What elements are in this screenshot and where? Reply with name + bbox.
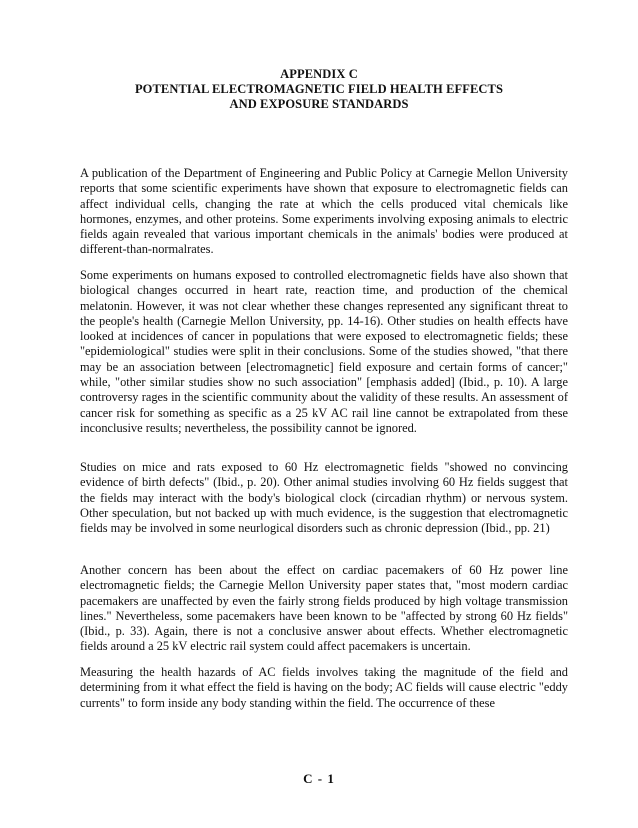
paragraph-4: Another concern has been about the effect on cardiac pacemakers of 60 Hz power line electromagnetic fields; the Carnegie Mellon University paper states that, "most modern cardiac pacemakers are unaffected by even the fairly strong fields produced by high voltage transmission lines." Nevertheless, some pacemakers have been known to be "affected by strong 60 Hz fields" (Ibid., p. 33). Again, there is not a conclusive answer about effects. Whether electromagnetic fields around a 25 kV electric rail system could affect pacemakers is uncertain. — [80, 563, 568, 654]
paragraph-1: A publication of the Department of Engineering and Public Policy at Carnegie Mellon University reports that some scientific experiments have shown that exposure to electromagnetic fields can affect individual cells, changing the rate at which the cells produced vital chemicals like hormones, enzymes, and other proteins. Some experiments involving exposing animals to electric fields again revealed that various important chemicals in the animals' bodies were produced at different-than-normalrates. — [80, 166, 568, 257]
appendix-label: APPENDIX C — [280, 67, 358, 81]
paragraph-3: Studies on mice and rats exposed to 60 Hz electromagnetic fields "showed no convincing evidence of birth defects" (Ibid., p. 20). Other animal studies involving 60 Hz fields suggest that the fields may interact with the body's biological clock (circadian rhythm) or nervous system. Other speculation, but not backed up with much evidence, is the suggestion that electromagnetic fields may be involved in some neurlogical disorders such as chronic depression (Ibid., pp. 21) — [80, 460, 568, 536]
paragraph-5: Measuring the health hazards of AC fields involves taking the magnitude of the field and determining from it what effect the field is having on the body; AC fields will cause electric "eddy currents" to form inside any body standing within the field. The occurrence of these — [80, 665, 568, 710]
paragraph-2: Some experiments on humans exposed to controlled electromagnetic fields have also shown that biological changes occurred in heart rate, reaction time, and production of the chemical melatonin. However, it was not clear whether these changes represented any significant threat to the people's health (Carnegie Mellon University, pp. 14-16). Other studies on health effects have looked at incidences of cancer in populations that were exposed to electromagnetic fields; these "epidemiological" studies were split in their conclusions. Some of the studies showed, "that there may be an association between [electromagnetic] field exposure and certain forms of cancer;" while, "other similar studies show no such association" [emphasis added] (Ibid., p. 10). A large controversy rages in the scientific community about the validity of these results. An assessment of cancer risk for something as specific as a 25 kV AC rail line cannot be extrapolated from these inconclusive results; nevertheless, the possibility cannot be ignored. — [80, 268, 568, 435]
document-title-line-1: POTENTIAL ELECTROMAGNETIC FIELD HEALTH EFFECTS — [134, 82, 504, 96]
document-title-line-2: AND EXPOSURE STANDARDS — [229, 97, 409, 111]
page-number: C - 1 — [303, 771, 335, 786]
